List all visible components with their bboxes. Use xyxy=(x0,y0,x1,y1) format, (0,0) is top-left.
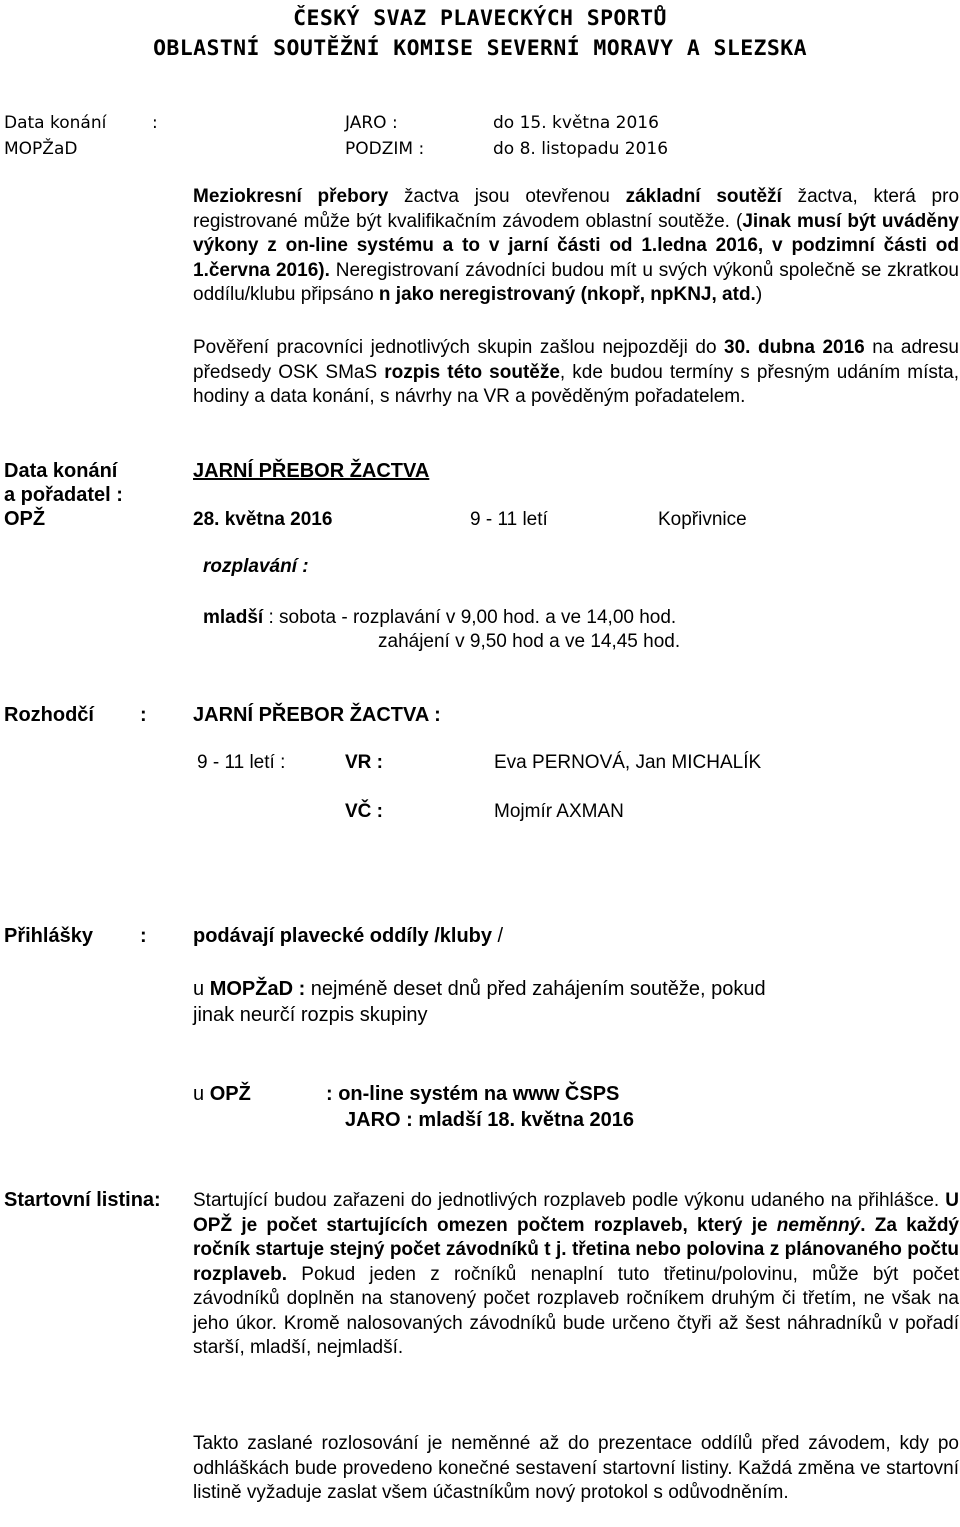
intro-p1-a: Meziokresní přebory xyxy=(193,186,389,207)
event-label-2: a pořadatel : xyxy=(4,484,123,506)
entries-colon: : xyxy=(140,925,147,947)
intro-p1-b: žactva jsou otevřenou xyxy=(388,186,626,207)
entries-opz-b: OPŽ xyxy=(209,1083,251,1105)
startlist-p1-a: Startující budou zařazeni do jednotlivých rozplaveb podle výkonu udaného na přihlášce. xyxy=(193,1190,946,1211)
startlist-paragraph-2: Takto zaslané rozlosování je neměnné až do prezentace oddílů před závodem, kdy po odhláškách bude provedeno konečné sestavení startovní listiny. Každá změna ve startovní listině vyžaduje zaslat všem účastníkům nový protokol s odůvodněním. xyxy=(193,1433,959,1503)
entries-mopzad-line xyxy=(193,978,766,1001)
younger-line xyxy=(203,607,676,629)
spring-value: do 15. května 2016 xyxy=(493,113,659,133)
referees-colon: : xyxy=(140,704,147,726)
entries-opz-system: : on-line systém na www ČSPS xyxy=(326,1083,620,1105)
startlist-p1-c: neměnný xyxy=(776,1214,861,1236)
dates-colon: : xyxy=(152,113,158,133)
event-age: 9 - 11 letí xyxy=(470,509,548,530)
startlist-label: Startovní listina: xyxy=(4,1189,161,1211)
event-date: 28. května 2016 xyxy=(193,509,333,530)
entries-mopzad-b: MOPŽaD : xyxy=(209,978,306,1000)
autumn-label: PODZIM : xyxy=(345,139,425,159)
spring-label: JARO : xyxy=(345,113,398,133)
entries-text-a: podávají plavecké oddíly /kluby xyxy=(193,925,492,947)
referees-event-name: JARNÍ PŘEBOR ŽACTVA : xyxy=(193,704,441,726)
intro-p1-c: základní soutěží xyxy=(625,186,782,207)
intro-p1-h: ) xyxy=(755,284,763,305)
intro-p1-d: žactva, která pro registrované může být kvalifikačním závodem oblastní soutěže. ( xyxy=(193,186,960,232)
entries-text-b: / xyxy=(492,925,504,947)
intro-p2-c: na adresu předsedy OSK SMaS xyxy=(193,337,959,383)
intro-paragraph-2 xyxy=(193,336,959,410)
intro-p2-b: 30. dubna 2016 xyxy=(724,337,865,358)
event-label-3: OPŽ xyxy=(4,508,46,530)
younger-text: sobota - rozplavání v 9,00 hod. a ve 14,00 hod. xyxy=(273,607,677,628)
referees-label: Rozhodčí xyxy=(4,704,94,726)
header-title-1: ČESKÝ SVAZ PLAVECKÝCH SPORTŮ xyxy=(293,6,667,31)
startlist-paragraph-1 xyxy=(193,1189,959,1361)
entries-label: Přihlášky xyxy=(4,925,93,947)
event-label-1: Data konání xyxy=(4,460,118,482)
younger-colon: : xyxy=(263,607,274,628)
intro-p2-e: , kde budou termíny s přesným udáním místa, hodiny a data konání, s návrhy na VR a pověděným pořadatelem. xyxy=(193,361,959,407)
event-name: JARNÍ PŘEBOR ŽACTVA xyxy=(193,460,430,482)
younger-label: mladší xyxy=(203,607,264,628)
start-times: zahájení v 9,50 hod a ve 14,45 hod. xyxy=(378,631,681,652)
entries-mopzad-c: nejméně deset dnů před zahájením soutěže, pokud xyxy=(305,978,766,1000)
referees-age: 9 - 11 letí : xyxy=(197,752,286,773)
event-place: Kopřivnice xyxy=(658,509,747,530)
intro-p2-d: rozpis této soutěže xyxy=(384,361,560,383)
intro-paragraph-1 xyxy=(193,185,959,308)
entries-text xyxy=(193,925,503,948)
autumn-value: do 8. listopadu 2016 xyxy=(493,139,669,159)
intro-p2-a: Pověření pracovníci jednotlivých skupin zašlou nejpozději do xyxy=(193,337,725,358)
warmup-label: rozplavání : xyxy=(203,556,309,577)
entries-opz-deadline: JARO : mladší 18. května 2016 xyxy=(345,1109,635,1131)
entries-opz-prefix xyxy=(193,1083,251,1106)
intro-p1-f: Neregistrovaní závodníci budou mít u svých výkonů společně se zkratkou oddílu/klubu připsáno xyxy=(193,259,959,305)
vc-names: Mojmír AXMAN xyxy=(494,801,624,822)
startlist-p1-e: Pokud jeden z ročníků nenaplní tuto třetinu/polovinu, může být počet závodníků doplněn na stanovený počet rozplaveb ročníkem druhým či třetím, ne však na jeho úkor. Kromě nalosovaných závodníků bude určeno čtyři až šest náhradníků v pořadí starší, mladší, nejmladší. xyxy=(193,1263,959,1358)
dates-label-1: Data konání xyxy=(4,113,107,133)
vc-label: VČ : xyxy=(345,801,383,822)
entries-mopzad-line-2: jinak neurčí rozpis skupiny xyxy=(193,1004,428,1026)
vr-names: Eva PERNOVÁ, Jan MICHALÍK xyxy=(494,752,762,773)
intro-p1-g: n jako neregistrovaný (nkopř, npKNJ, atd. xyxy=(378,284,756,305)
startlist-p1-b: U OPŽ je počet startujících omezen počtem rozplaveb, který je xyxy=(193,1190,959,1236)
entries-opz-a: u xyxy=(193,1083,210,1105)
dates-label-2: MOPŽaD xyxy=(4,139,78,159)
vr-label: VR : xyxy=(345,752,383,773)
startlist-p1-d: . Za každý ročník startuje stejný počet závodníků t j. třetina nebo polovina z plánovaného počtu rozplaveb. xyxy=(193,1214,959,1285)
header-title-2: OBLASTNÍ SOUTĚŽNÍ KOMISE SEVERNÍ MORAVY A SLEZSKA xyxy=(153,36,807,61)
entries-mopzad-a: u xyxy=(193,978,210,1000)
intro-p1-e: Jinak musí být uváděny výkony z on-line systému a to v jarní části od 1.ledna 2016, v podzimní části od 1.června 2016). xyxy=(193,210,959,281)
